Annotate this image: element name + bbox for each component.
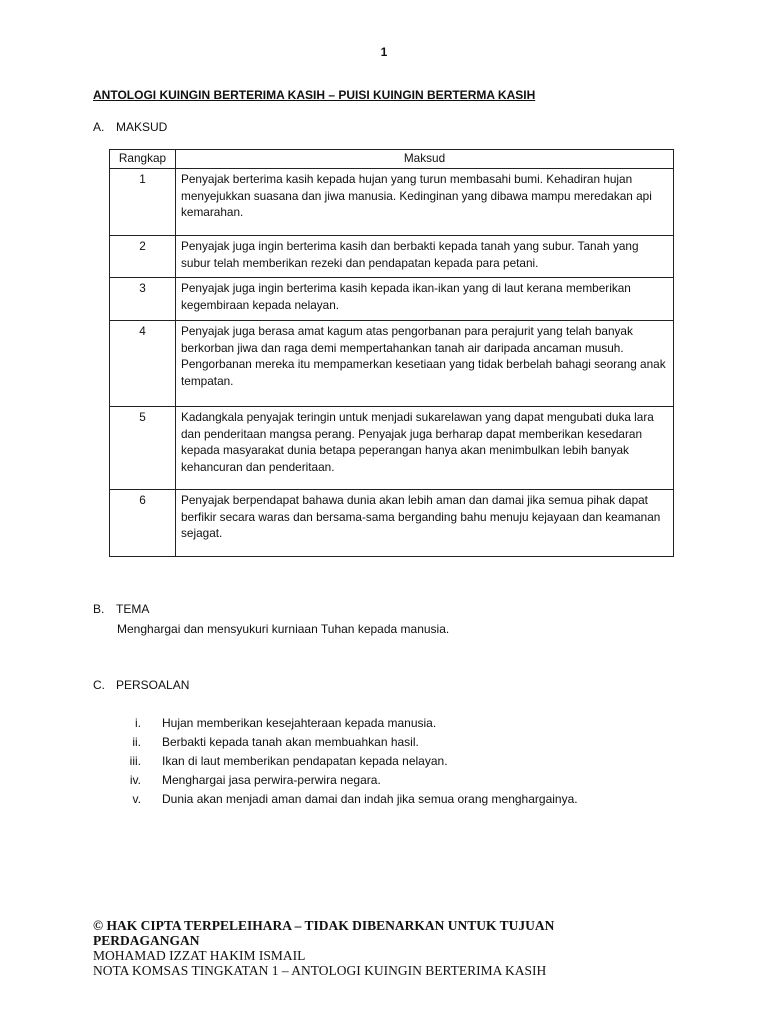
list-item-number: iii. bbox=[129, 754, 141, 768]
footer-note: NOTA KOMSAS TINGKATAN 1 – ANTOLOGI KUINGIN BERTERIMA KASIH bbox=[93, 963, 547, 978]
table-row bbox=[110, 321, 674, 407]
persoalan-list bbox=[117, 714, 578, 809]
rangkap-cell: 3 bbox=[110, 278, 176, 321]
maksud-cell: Penyajak juga ingin berterima kasih kepada ikan-ikan yang di laut kerana memberikan kegembiraan kepada nelayan. bbox=[176, 278, 674, 321]
table-row bbox=[110, 407, 674, 490]
section-heading-maksud bbox=[93, 120, 167, 134]
section-heading-persoalan bbox=[93, 678, 189, 692]
list-item bbox=[117, 733, 578, 752]
tema-text: Menghargai dan mensyukuri kurniaan Tuhan kepada manusia. bbox=[117, 622, 450, 636]
maksud-cell: Penyajak berterima kasih kepada hujan yang turun membasahi bumi. Kehadiran hujan menyejukkan suasana dan jiwa manusia. Kedinginan yang dibawa mampu meredakan api kemarahan. bbox=[176, 169, 674, 236]
maksud-cell: Kadangkala penyajak teringin untuk menjadi sukarelawan yang dapat mengubati duka lara dan penderitaan mangsa perang. Penyajak juga berharap dapat memberikan kesedaran kepada masyarakat dunia betapa peperangan hanya akan menimbulkan lebih banyak kehancuran dan penderitaan. bbox=[176, 407, 674, 490]
list-item-text: Ikan di laut memberikan pendapatan kepada nelayan. bbox=[162, 754, 448, 768]
maksud-table bbox=[109, 149, 674, 557]
table-row bbox=[110, 278, 674, 321]
column-header-maksud: Maksud bbox=[176, 150, 674, 169]
list-item-number: i. bbox=[135, 716, 141, 730]
list-item-number: v. bbox=[132, 792, 141, 806]
maksud-cell: Penyajak juga berasa amat kagum atas pengorbanan para perajurit yang telah banyak berkorban jiwa dan raga demi mempertahankan tanah air daripada ancaman musuh. Pengorbanan mereka itu mempamerkan kesetiaan yang tidak berbelah bahagi seorang anak tempatan. bbox=[176, 321, 674, 407]
table-row bbox=[110, 169, 674, 236]
footer bbox=[93, 918, 613, 978]
copyright-notice: © HAK CIPTA TERPELEIHARA – TIDAK DIBENARKAN UNTUK TUJUAN PERDAGANGAN bbox=[93, 918, 555, 948]
list-item-text: Berbakti kepada tanah akan membuahkan hasil. bbox=[162, 735, 419, 749]
list-item-number: iv. bbox=[129, 773, 141, 787]
list-item bbox=[117, 714, 578, 733]
rangkap-cell: 6 bbox=[110, 490, 176, 557]
table-row bbox=[110, 236, 674, 278]
document-title: ANTOLOGI KUINGIN BERTERIMA KASIH – PUISI KUINGIN BERTERMA KASIH bbox=[93, 88, 536, 102]
rangkap-cell: 4 bbox=[110, 321, 176, 407]
column-header-rangkap: Rangkap bbox=[110, 150, 176, 169]
list-item-text: Dunia akan menjadi aman damai dan indah jika semua orang menghargainya. bbox=[162, 792, 578, 806]
table-row bbox=[110, 490, 674, 557]
maksud-cell: Penyajak juga ingin berterima kasih dan berbakti kepada tanah yang subur. Tanah yang subur telah memberikan rezeki dan pendapatan kepada para petani. bbox=[176, 236, 674, 278]
list-item-number: ii. bbox=[132, 735, 141, 749]
rangkap-cell: 5 bbox=[110, 407, 176, 490]
list-item-text: Menghargai jasa perwira-perwira negara. bbox=[162, 773, 381, 787]
section-letter: B. bbox=[93, 602, 105, 616]
table-header-row bbox=[110, 150, 674, 169]
maksud-cell: Penyajak berpendapat bahawa dunia akan lebih aman dan damai jika semua pihak dapat berfikir secara waras dan bersama-sama berganding bahu menuju kejayaan dan keamanan sejagat. bbox=[176, 490, 674, 557]
section-letter: C. bbox=[93, 678, 105, 692]
list-item bbox=[117, 790, 578, 809]
rangkap-cell: 1 bbox=[110, 169, 176, 236]
section-heading-text: MAKSUD bbox=[116, 120, 168, 134]
list-item bbox=[117, 752, 578, 771]
section-letter: A. bbox=[93, 120, 105, 134]
section-heading-text: PERSOALAN bbox=[116, 678, 190, 692]
list-item bbox=[117, 771, 578, 790]
author-name: MOHAMAD IZZAT HAKIM ISMAIL bbox=[93, 948, 306, 963]
section-heading-tema bbox=[93, 602, 149, 616]
rangkap-cell: 2 bbox=[110, 236, 176, 278]
list-item-text: Hujan memberikan kesejahteraan kepada manusia. bbox=[162, 716, 437, 730]
section-heading-text: TEMA bbox=[116, 602, 150, 616]
page-number: 1 bbox=[380, 45, 388, 59]
